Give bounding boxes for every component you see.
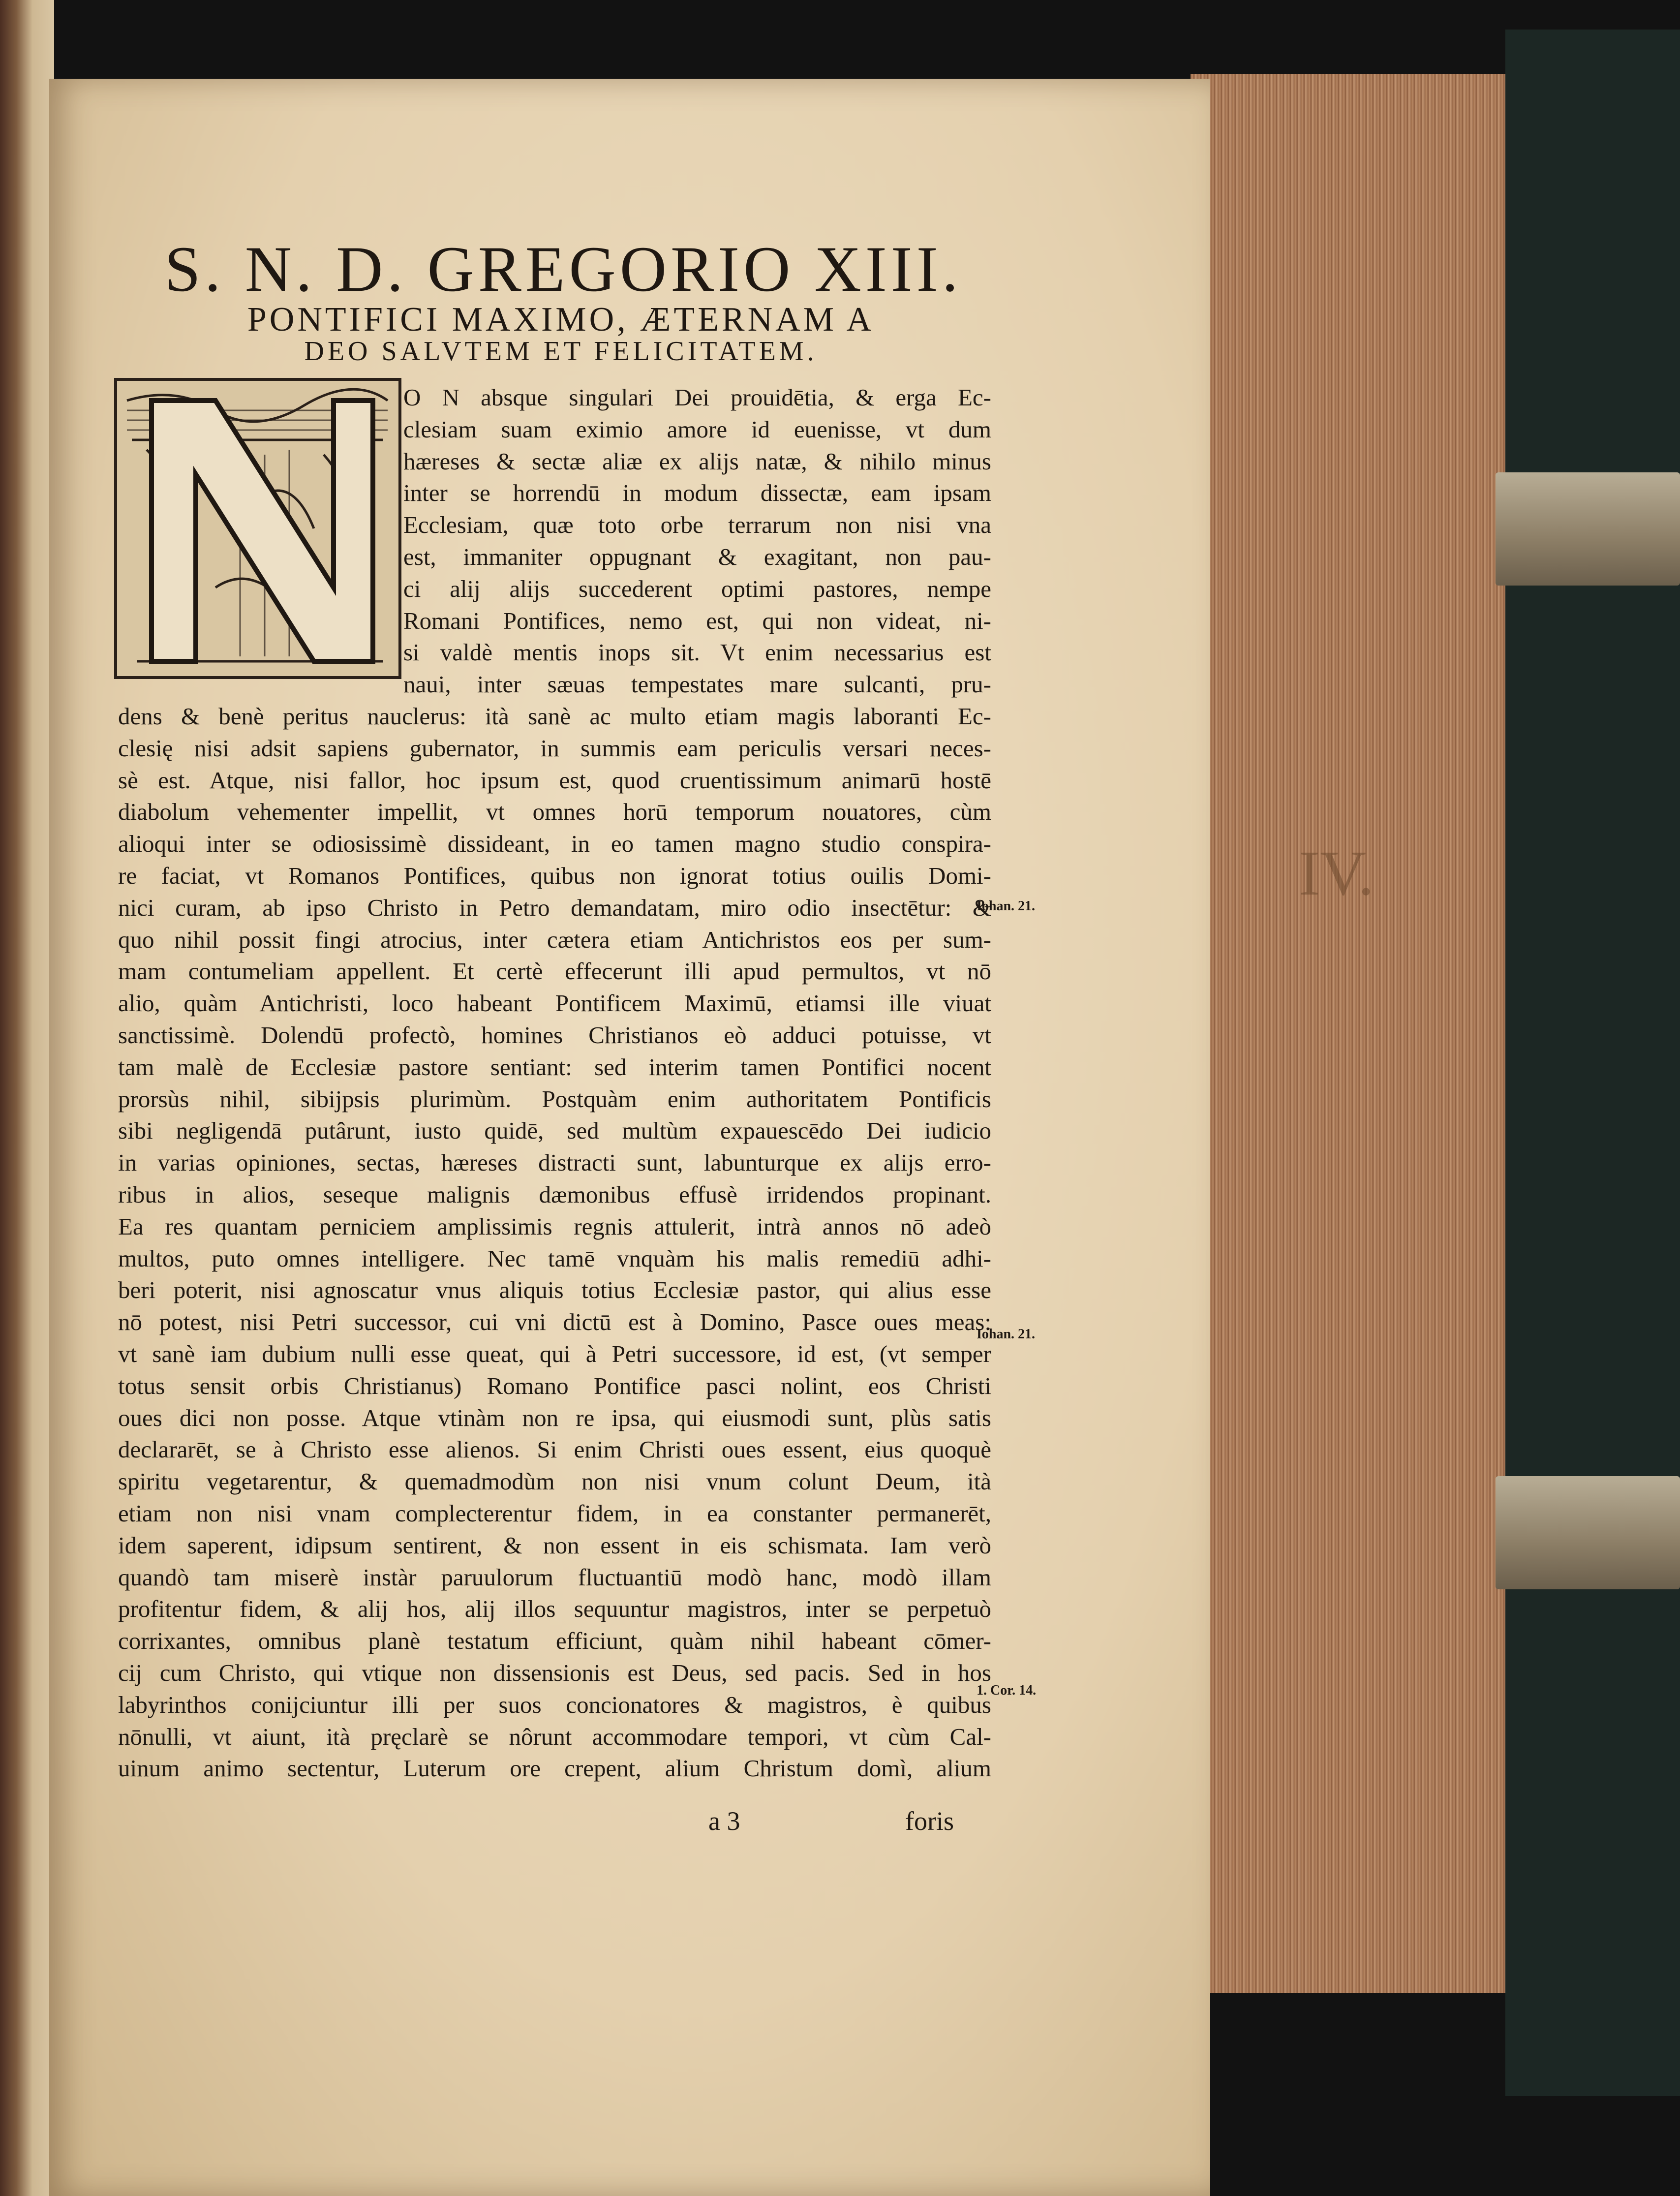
text-line: ci alij alijs succederent optimi pastores, nempe (403, 575, 991, 602)
text-line: est, immaniter oppugnant & exagitant, non pau- (403, 543, 991, 570)
page-title: S. N. D. GREGORIO XIII. (164, 233, 962, 305)
text-line: clesiam suam eximio amore id euenisse, vt dum (403, 415, 991, 443)
text-line: tam malè de Ecclesiæ pastore sentiant: sed interim tamen Pontifici nocent (118, 1053, 991, 1081)
text-line: alioqui inter se odiosissimè dissideant, in eo tamen magno studio conspira- (118, 830, 991, 858)
text-line: profitentur fidem, & alij hos, alij illos sequuntur magistros, inter se perpetuò (118, 1595, 991, 1623)
title-subline-1: PONTIFICI MAXIMO, ÆTERNAM A (247, 301, 875, 339)
text-line: diabolum vehementer impellit, vt omnes horū temporum nouatores, cùm (118, 798, 991, 826)
text-line: oues dici non posse. Atque vtinàm non re ipsa, qui eiusmodi sunt, plùs satis (118, 1404, 991, 1431)
text-line: cij cum Christo, qui vtique non dissensionis est Deus, sed pacis. Sed in hos (118, 1659, 991, 1686)
text-line: O N absque singulari Dei prouidētia, & erga Ec- (403, 384, 991, 411)
text-line: si valdè mentis inops sit. Vt enim necessarius est (403, 639, 991, 666)
text-line: clesię nisi adsit sapiens gubernator, in summis eam periculis versari neces- (118, 734, 991, 762)
catchword: foris (905, 1806, 954, 1836)
text-line: multos, puto omnes intelligere. Nec tamē vnquàm his malis remediū adhi- (118, 1244, 991, 1272)
text-line: beri poterit, nisi agnoscatur vnus aliquis totius Ecclesiæ pastor, qui alius esse (118, 1276, 991, 1304)
text-line: spiritu vegetarentur, & quemadmodùm non nisi vnum colunt Deum, ità (118, 1468, 991, 1495)
decorated-initial-n (114, 378, 401, 679)
text-line: nō potest, nisi Petri successor, cui vni dictū est à Domino, Pasce oues meas: (118, 1308, 991, 1336)
text-line: Romani Pontifices, nemo est, qui non videat, ni- (403, 607, 991, 634)
marginal-note: Iohan. 21. (977, 898, 1036, 914)
text-line: quo nihil possit fingi atrocius, inter cætera etiam Antichristos eos per sum- (118, 926, 991, 953)
signature-mark: a 3 (708, 1806, 740, 1836)
text-line: corrixantes, omnibus planè testatum efficiunt, quàm nihil habeant cōmer- (118, 1627, 991, 1655)
text-line: inter se horrendū in modum dissectæ, eam ipsam (403, 479, 991, 507)
text-line: totus sensit orbis Christianus) Romano Pontifice pasci nolint, eos Christi (118, 1372, 991, 1399)
text-line: Ecclesiam, quæ toto orbe terrarum non nisi vna (403, 511, 991, 539)
text-line: nici curam, ab ipso Christo in Petro demandatam, miro odio insectētur: & (118, 894, 991, 921)
text-line: naui, inter sæuas tempestates mare sulcanti, pru- (403, 671, 991, 698)
text-line: declararēt, se à Christo esse alienos. Si enim Christi oues essent, eius quoquè (118, 1436, 991, 1463)
text-line: labyrinthos conijciuntur illi per suos concionatores & magistros, è quibus (118, 1691, 991, 1718)
fore-edge-mark: IV. (1299, 838, 1374, 909)
text-line: in varias opiniones, sectas, hæreses distracti sunt, labunturque ex alijs erro- (118, 1149, 991, 1176)
text-line: ribus in alios, seseque malignis dæmonibus effusè irridendos propinant. (118, 1181, 991, 1208)
text-line: Ea res quantam perniciem amplissimis regnis attulerit, intrà annos nō adeò (118, 1212, 991, 1240)
book-cover (1505, 30, 1680, 2096)
lower-clasp (1496, 1476, 1680, 1589)
text-line: prorsùs nihil, sibijpsis plurimùm. Postquàm enim authoritatem Pontificis (118, 1085, 991, 1113)
text-line: idem saperent, idipsum sentirent, & non essent in eis schismata. Iam verò (118, 1531, 991, 1559)
text-line: sibi negligendā putârunt, iusto quidē, sed multùm expauescēdo Dei iudicio (118, 1117, 991, 1144)
title-subline-2: DEO SALVTEM ET FELICITATEM. (304, 336, 818, 367)
text-line: sanctissimè. Dolendū profectò, homines Christianos eò adduci potuisse, vt (118, 1021, 991, 1049)
text-line: quandò tam miserè instàr paruulorum fluctuantiū modò hanc, modò illam (118, 1563, 991, 1591)
text-line: nōnulli, vt aiunt, ità pręclarè se nôrunt accommodare tempori, vt cùm Cal- (118, 1723, 991, 1750)
book-fore-edge (1191, 74, 1520, 1993)
upper-clasp (1496, 472, 1680, 586)
text-line: re faciat, vt Romanos Pontifices, quibus non ignorat totius ouilis Domi- (118, 862, 991, 889)
marginal-note: 1. Cor. 14. (977, 1683, 1037, 1698)
text-line: uinum animo sectentur, Luterum ore crepent, alium Christum domì, alium (118, 1755, 991, 1782)
text-line: vt sanè iam dubium nulli esse queat, qui à Petri successore, id est, (vt semper (118, 1340, 991, 1367)
text-line: etiam non nisi vnam complecterentur fidem, in ea constanter permanerēt, (118, 1500, 991, 1527)
marginal-note: Iohan. 21. (977, 1327, 1036, 1342)
text-line: mam contumeliam appellent. Et certè effecerunt illi apud permultos, vt nō (118, 958, 991, 985)
text-line: alio, quàm Antichristi, loco habeant Pontificem Maximū, etiamsi ille viuat (118, 990, 991, 1017)
text-line: dens & benè peritus nauclerus: ità sanè ac multo etiam magis laboranti Ec- (118, 703, 991, 730)
text-line: hæreses & sectæ aliæ ex alijs natæ, & nihilo minus (403, 447, 991, 475)
text-line: sè est. Atque, nisi fallor, hoc ipsum est, quod cruentissimum animarū hostē (118, 766, 991, 794)
left-page-edge (0, 0, 54, 2196)
